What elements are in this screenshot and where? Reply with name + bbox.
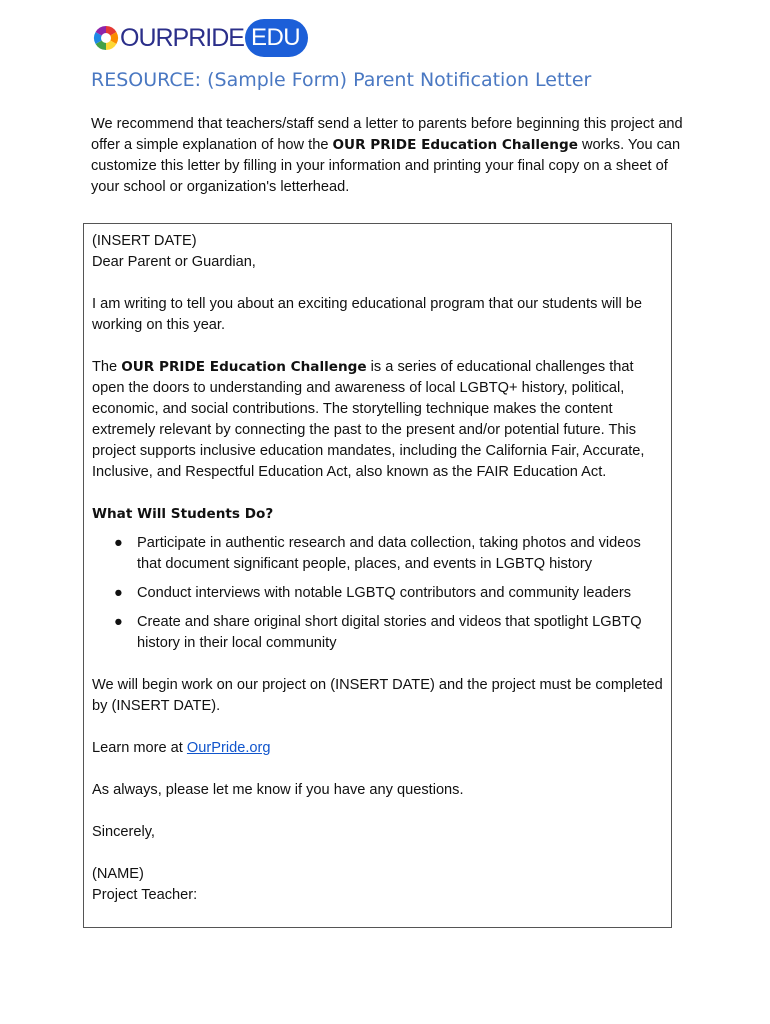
bullet-icon: ●	[114, 535, 123, 551]
learn-more-prefix: Learn more at	[92, 740, 187, 756]
logo-brand-text: OURPRIDE	[120, 23, 244, 52]
bullet-icon: ●	[114, 585, 123, 601]
list-item	[92, 533, 664, 575]
letter-paragraph-dates: We will begin work on our project on (INSERT DATE) and the project must be completed by (INSERT DATE).	[92, 677, 663, 714]
letter-paragraph-intro: I am writing to tell you about an exciting educational program that our students will be working on this year.	[92, 296, 643, 333]
ourpride-edu-logo	[93, 16, 308, 60]
intro-paragraph	[91, 114, 691, 198]
bullet-icon: ●	[114, 614, 123, 630]
list-item-text: Participate in authentic research and data collection, taking photos and videos that document significant people, places, and events in LGBTQ history	[137, 535, 641, 572]
list-item	[92, 612, 664, 654]
intro-program-name: OUR PRIDE Education Challenge	[332, 137, 578, 153]
letter-paragraph-program	[92, 357, 664, 483]
letter-signature-role: Project Teacher:	[92, 887, 198, 903]
ourpride-link[interactable]: OurPride.org	[186, 740, 271, 756]
letter-salutation: Dear Parent or Guardian,	[92, 254, 256, 270]
list-item-text: Create and share original short digital stories and videos that spotlight LGBTQ history in their local community	[137, 614, 642, 651]
activities-list	[92, 533, 664, 654]
letter-paragraph-questions: As always, please let me know if you have any questions.	[92, 782, 464, 798]
list-item-text: Conduct interviews with notable LGBTQ contributors and community leaders	[137, 585, 631, 601]
page-title: RESOURCE: (Sample Form) Parent Notification Letter	[91, 69, 592, 91]
program-text-start: The	[92, 359, 122, 375]
logo-edu-badge: EDU	[245, 19, 308, 57]
program-text-rest: is a series of educational challenges that open the doors to understanding and awareness of local LGBTQ+ history, political, economic, and social contributions. The storytelling technique makes the content extremely relevant by connecting the past to the present and/or potential future. This project supports inclusive education mandates, including the California Fair, Accurate, Inclusive, and Respectful Education Act, also known as the FAIR Education Act.	[92, 359, 645, 480]
list-item	[92, 583, 664, 604]
intro-text-1: We recommend that teachers/staff send a letter to parents before beginning this project and offer a simple explanation of how the	[91, 116, 683, 153]
letter-template-box	[83, 223, 672, 928]
program-name: OUR PRIDE Education Challenge	[121, 359, 367, 375]
letter-date: (INSERT DATE)	[92, 233, 197, 249]
swirl-center	[101, 33, 111, 43]
letter-learn-more	[92, 738, 664, 759]
letter-signature-name: (NAME)	[92, 866, 144, 882]
letter-closing: Sincerely,	[92, 824, 155, 840]
intro-text-2: works. You can customize this letter by filling in your information and printing your final copy on a sheet of your school or organization's letterhead.	[91, 137, 681, 195]
rainbow-swirl-icon	[93, 25, 119, 51]
section-heading: What Will Students Do?	[92, 506, 274, 522]
